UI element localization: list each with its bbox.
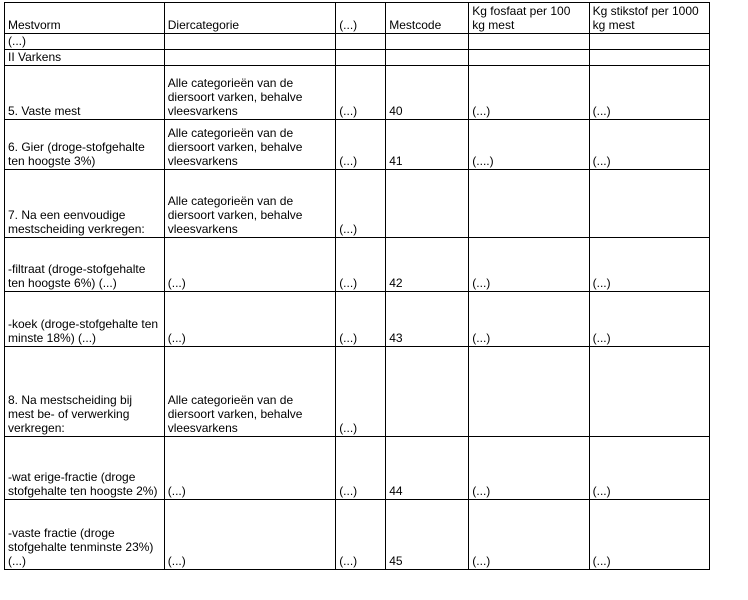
cell-mestvorm: 7. Na een eenvoudige mestscheiding verkregen: xyxy=(5,170,165,238)
table-row xyxy=(5,292,710,347)
table-row xyxy=(5,347,710,437)
table-row xyxy=(5,34,710,50)
cell-ellipsis: (...) xyxy=(336,437,386,500)
cell-kg-fosfaat xyxy=(469,50,589,66)
cell-diercategorie xyxy=(164,50,335,66)
cell-kg-stikstof xyxy=(589,34,709,50)
col-header-mestcode: Mestcode xyxy=(386,3,469,34)
manure-table xyxy=(4,2,710,570)
cell-mestvorm: -wat erige-fractie (droge stofgehalte ten hoogste 2%) xyxy=(5,437,165,500)
table-row xyxy=(5,170,710,238)
cell-ellipsis xyxy=(336,34,386,50)
cell-diercategorie: (...) xyxy=(164,238,335,292)
cell-kg-stikstof: (...) xyxy=(589,120,709,170)
table-row xyxy=(5,238,710,292)
cell-mestcode xyxy=(386,347,469,437)
cell-kg-stikstof xyxy=(589,170,709,238)
table-row xyxy=(5,66,710,120)
cell-ellipsis: (...) xyxy=(336,292,386,347)
cell-diercategorie xyxy=(164,34,335,50)
cell-mestvorm: (...) xyxy=(5,34,165,50)
cell-ellipsis: (...) xyxy=(336,170,386,238)
cell-kg-fosfaat xyxy=(469,34,589,50)
cell-kg-fosfaat: (...) xyxy=(469,292,589,347)
cell-diercategorie: Alle categorieën van de diersoort varken, behalve vleesvarkens xyxy=(164,170,335,238)
cell-ellipsis xyxy=(336,50,386,66)
cell-mestvorm: II Varkens xyxy=(5,50,165,66)
cell-kg-stikstof: (...) xyxy=(589,437,709,500)
col-header-kg-fosfaat: Kg fosfaat per 100 kg mest xyxy=(469,3,589,34)
cell-kg-stikstof xyxy=(589,50,709,66)
cell-mestcode: 41 xyxy=(386,120,469,170)
cell-diercategorie: (...) xyxy=(164,437,335,500)
cell-mestcode: 45 xyxy=(386,500,469,570)
col-header-mestvorm: Mestvorm xyxy=(5,3,165,34)
cell-kg-stikstof: (...) xyxy=(589,66,709,120)
header-row xyxy=(5,3,710,34)
cell-diercategorie: Alle categorieën van de diersoort varken, behalve vleesvarkens xyxy=(164,66,335,120)
cell-kg-fosfaat: (...) xyxy=(469,437,589,500)
cell-mestcode xyxy=(386,34,469,50)
cell-kg-fosfaat xyxy=(469,170,589,238)
cell-kg-fosfaat: (...) xyxy=(469,238,589,292)
cell-ellipsis: (...) xyxy=(336,238,386,292)
cell-mestvorm: -filtraat (droge-stofgehalte ten hoogste 6%) (...) xyxy=(5,238,165,292)
col-header-diercategorie: Diercategorie xyxy=(164,3,335,34)
cell-ellipsis: (...) xyxy=(336,500,386,570)
cell-diercategorie: Alle categorieën van de diersoort varken, behalve vleesvarkens xyxy=(164,120,335,170)
cell-kg-fosfaat xyxy=(469,347,589,437)
cell-kg-stikstof: (...) xyxy=(589,238,709,292)
cell-mestcode xyxy=(386,170,469,238)
cell-kg-fosfaat: (...) xyxy=(469,500,589,570)
cell-ellipsis: (...) xyxy=(336,120,386,170)
cell-kg-fosfaat: (....) xyxy=(469,120,589,170)
cell-mestcode: 43 xyxy=(386,292,469,347)
cell-kg-stikstof: (...) xyxy=(589,500,709,570)
cell-ellipsis: (...) xyxy=(336,347,386,437)
cell-mestvorm: 5. Vaste mest xyxy=(5,66,165,120)
cell-mestvorm: -vaste fractie (droge stofgehalte tenminste 23%) (...) xyxy=(5,500,165,570)
cell-mestcode: 42 xyxy=(386,238,469,292)
cell-mestvorm: -koek (droge-stofgehalte ten minste 18%) (...) xyxy=(5,292,165,347)
table-row xyxy=(5,120,710,170)
cell-kg-fosfaat: (...) xyxy=(469,66,589,120)
cell-mestcode: 40 xyxy=(386,66,469,120)
cell-mestvorm: 8. Na mestscheiding bij mest be- of verwerking verkregen: xyxy=(5,347,165,437)
table-row xyxy=(5,437,710,500)
cell-diercategorie: (...) xyxy=(164,292,335,347)
col-header-ellipsis: (...) xyxy=(336,3,386,34)
cell-mestcode xyxy=(386,50,469,66)
cell-diercategorie: (...) xyxy=(164,500,335,570)
cell-diercategorie: Alle categorieën van de diersoort varken, behalve vleesvarkens xyxy=(164,347,335,437)
col-header-kg-stikstof: Kg stikstof per 1000 kg mest xyxy=(589,3,709,34)
cell-ellipsis: (...) xyxy=(336,66,386,120)
section-row-varkens xyxy=(5,50,710,66)
table-row xyxy=(5,500,710,570)
cell-kg-stikstof xyxy=(589,347,709,437)
cell-mestcode: 44 xyxy=(386,437,469,500)
cell-mestvorm: 6. Gier (droge-stofgehalte ten hoogste 3%) xyxy=(5,120,165,170)
cell-kg-stikstof: (...) xyxy=(589,292,709,347)
